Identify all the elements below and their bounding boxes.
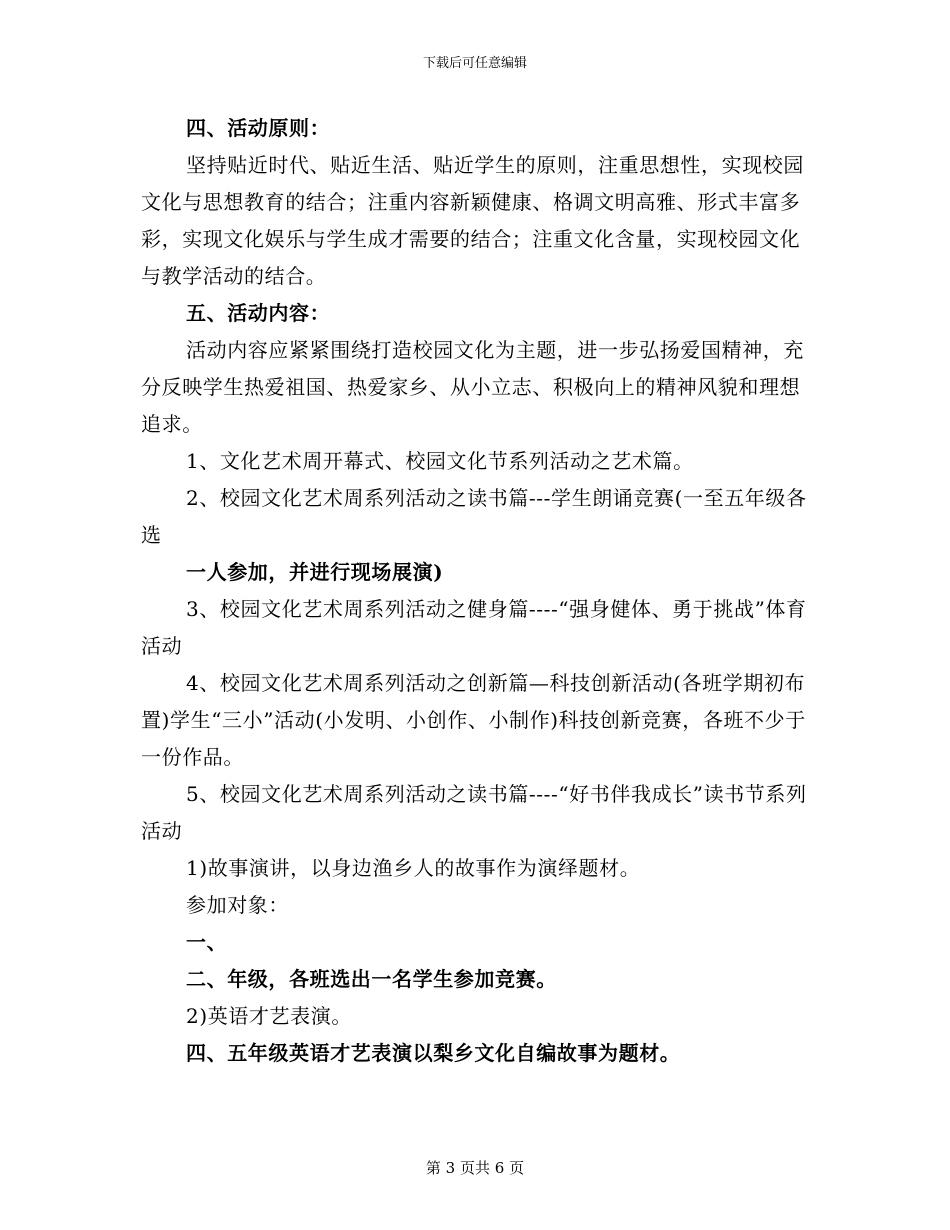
participants-label: 参加对象： [186, 893, 289, 917]
page-footer: 第 3 页共 6 页 [425, 1159, 525, 1177]
heading-principles: 四、活动原则： [186, 116, 331, 140]
grade-one: 一、 [186, 930, 228, 954]
paragraph-principles: 坚持贴近时代、贴近生活、贴近学生的原则，注重思想性，实现校园文化与思想教育的结合；注重内容新颖健康、格调文明高雅、形式丰富多彩，实现文化娱乐与学生成才需要的结合；注重文化含量，实现校园文化与教学活动的结合。 [141, 153, 804, 288]
sub-item-1: 1)故事演讲，以身边渔乡人的故事作为演绎题材。 [186, 856, 641, 880]
sub-item-2: 2)英语才艺表演。 [186, 1004, 352, 1028]
item-5: 5、校园文化艺术周系列活动之读书篇----“好书伴我成长”读书节系列活动 [141, 782, 807, 843]
item-3: 3、校园文化艺术周系列活动之健身篇----“强身健体、勇于挑战”体育活动 [141, 597, 807, 658]
grades-four-five: 四、五年级英语才艺表演以梨乡文化自编故事为题材。 [186, 1041, 681, 1065]
paragraph-content: 活动内容应紧紧围绕打造校园文化为主题，进一步弘扬爱国精神，充分反映学生热爱祖国、热爱家乡、从小立志、积极向上的精神风貌和理想追求。 [141, 338, 804, 436]
item-4: 4、校园文化艺术周系列活动之创新篇—科技创新活动(各班学期初布置)学生“三小”活动(小发明、小创作、小制作)科技创新竞赛，各班不少于一份作品。 [141, 671, 806, 769]
item-1: 1、文化艺术周开幕式、校园文化节系列活动之艺术篇。 [186, 449, 694, 473]
item-2-continued: 一人参加，并进行现场展演) [186, 560, 444, 584]
grade-two: 二、年级，各班选出一名学生参加竞赛。 [186, 967, 557, 991]
heading-content: 五、活动内容： [186, 301, 331, 325]
document-body [141, 110, 811, 1072]
page-header: 下载后可任意编辑 [422, 56, 527, 71]
item-2: 2、校园文化艺术周系列活动之读书篇---学生朗诵竞赛(一至五年级各选 [141, 486, 807, 547]
